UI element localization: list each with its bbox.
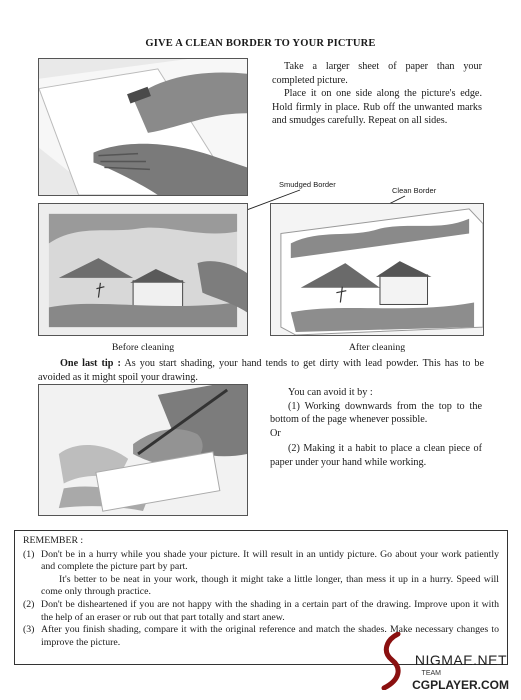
remember-box	[14, 530, 508, 665]
watermark-cgplayer: CGPLAYER.COM	[412, 678, 509, 692]
remember-item-number: (2)	[23, 598, 35, 610]
intro-paragraph-2: Place it on one side along the picture's edge. Hold firmly in place. Rub off the unwanted marks and smudges carefully. Repeat on all sides.	[272, 88, 482, 126]
avoid-intro: You can avoid it by :	[288, 387, 373, 398]
caption-before-cleaning: Before cleaning	[111, 342, 175, 353]
intro-text	[272, 60, 482, 128]
remember-item	[23, 549, 499, 599]
clean-border-label: Clean Border	[392, 186, 437, 195]
photo-erasing-border	[38, 58, 248, 196]
tip-lead: One last tip :	[60, 358, 121, 369]
avoid-text	[270, 386, 482, 469]
remember-item-body	[41, 549, 499, 599]
photo-after-cleaning	[270, 203, 484, 336]
remember-heading: REMEMBER :	[23, 535, 84, 546]
smudged-border-label: Smudged Border	[279, 180, 336, 189]
page-title: GIVE A CLEAN BORDER TO YOUR PICTURE	[145, 38, 376, 49]
remember-item-number: (1)	[23, 548, 35, 560]
watermark-team: TEAM	[421, 670, 441, 677]
tip-text: As you start shading, your hand tends to get dirty with lead powder. This has to be avoided as it might spoil your drawing.	[38, 358, 484, 383]
watermark-logo-icon	[378, 632, 412, 690]
photo-before-cleaning	[38, 203, 248, 336]
remember-item-text: After you finish shading, compare it with the original reference and match the shades. Make necessary changes to improve the picture.	[41, 624, 499, 648]
avoid-or: Or	[270, 427, 281, 439]
remember-item	[23, 599, 499, 624]
avoid-option-2: (2) Making it a habit to place a clean piece of paper under your hand while working.	[270, 443, 482, 468]
after-cleaning-illustration	[271, 204, 483, 335]
watermark-nigmae: NIGMAE.NET	[414, 652, 507, 668]
tip-paragraph	[38, 357, 484, 384]
remember-item-text: Don't be in a hurry while you shade your picture. It will result in an untidy picture. Go about your work patiently and complete the picture part by part.	[41, 548, 499, 573]
remember-item	[23, 624, 499, 649]
remember-item-subtext: It's better to be neat in your work, though it might take a little longer, than mess it up in a hurry. Speed will come only through practice.	[41, 573, 499, 598]
erasing-hands-illustration	[39, 59, 247, 195]
before-cleaning-illustration	[39, 204, 247, 335]
avoid-option-1: (1) Working downwards from the top to the bottom of the page whenever possible.	[270, 400, 482, 425]
intro-paragraph-1: Take a larger sheet of paper than your completed picture.	[272, 61, 482, 86]
caption-after-cleaning: After cleaning	[348, 342, 406, 353]
hand-shading-illustration	[39, 385, 247, 515]
photo-hand-shading	[38, 384, 248, 516]
remember-item-number: (3)	[23, 624, 35, 636]
remember-item-text: Don't be disheartened if you are not happy with the shading in a certain part of the drawing. Improve upon it with the help of an eraser or rub out that part totally and start anew.	[41, 598, 499, 623]
